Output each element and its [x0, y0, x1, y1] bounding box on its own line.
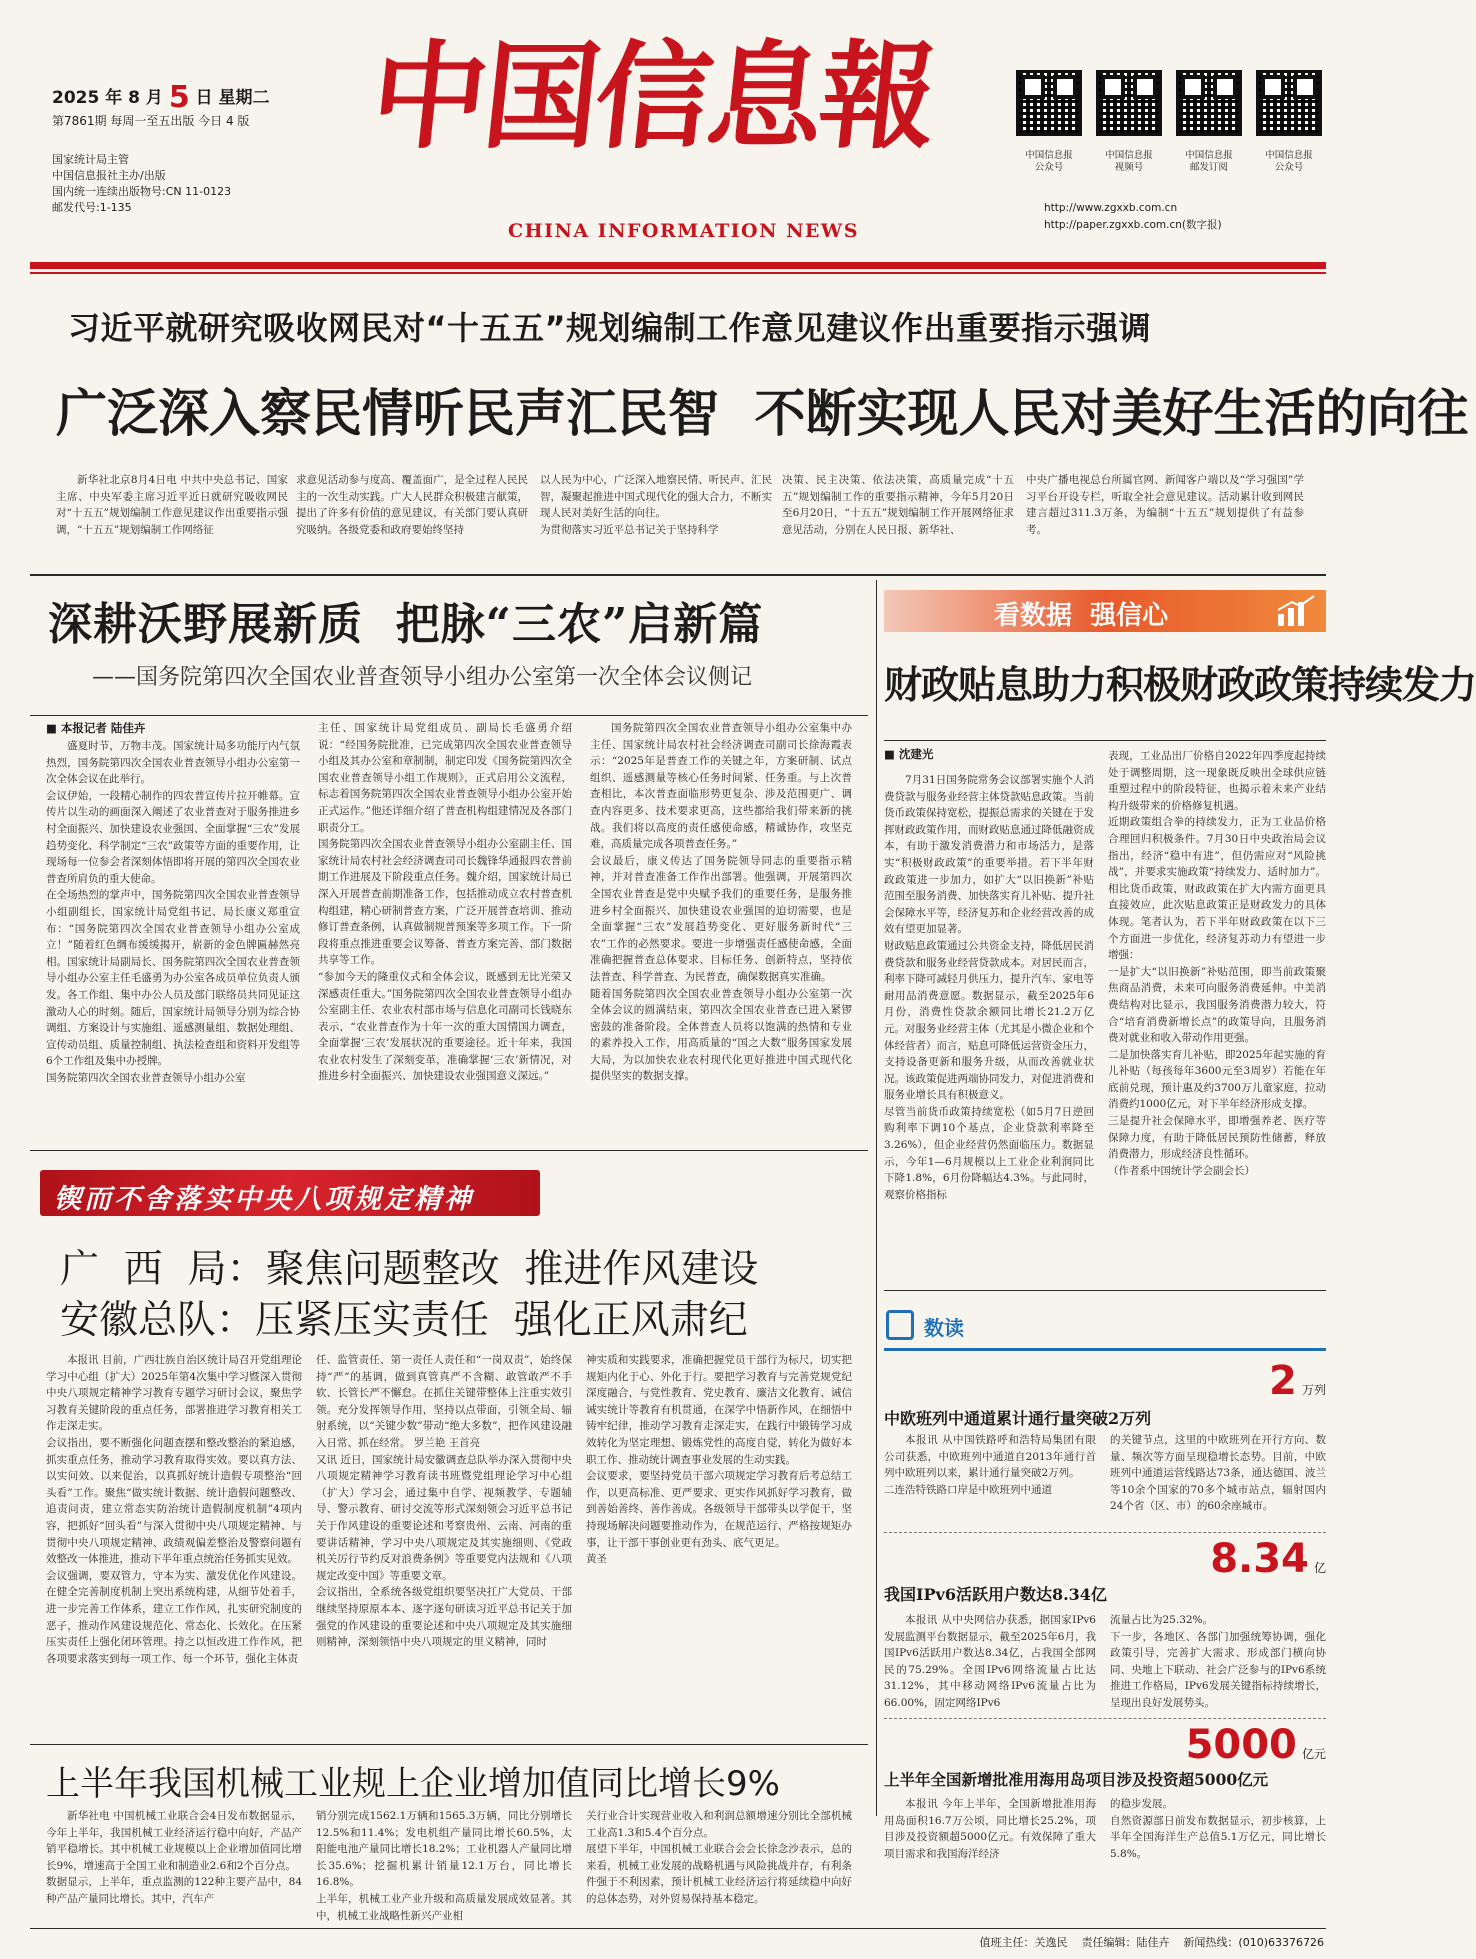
section-divider [30, 1150, 868, 1151]
shudu-divider [884, 1718, 1326, 1719]
qr-code-4 [1256, 70, 1322, 136]
discipline-column: 神实质和实践要求，准确把握党员干部行为标尺，切实把规矩内化于心、外化于行。要把学习教育与完善党规党纪深度融合，与党性教育、党史教育、廉洁文化教育、诫信诫实统计等教育有机贯通，在深学中悟新作风，在细悟中铸牢纪律，推动学习教育走深走实，在践行中锻铸学习成效转化为坚定理想、锻炼党性的高度自觉，转化为做好本职工作、推动统计调查事业发展的生动实践。 会议要求，要坚持党员干部六项规定学习教育后考总结工作，以更高标准、更严要求、更实作风抓好学习教育，做到善始善终、善作善成。各级领导干部带头以学促干，坚持现场解决问题要推动作为，在规范运行、严格按规矩办事，让干部干事创业更有劲头、底气更足。 黄圣 [586, 1354, 852, 1566]
digital-paper-url: http://paper.zgxxb.com.cn(数字报) [1044, 219, 1222, 231]
shudu-divider [884, 1532, 1326, 1533]
discipline-headline-guangxi: 广 西 局：聚焦问题整改 推进作风建设 [60, 1247, 759, 1292]
shudu-underline [884, 1348, 1326, 1351]
lead-column: 以人民为中心，广泛深入地察民情、听民声、汇民智，凝聚起推进中国式现代化的强大合力，不断实现人民对美好生活的向往。 为贯彻落实习近平总书记关于坚持科学 [540, 474, 772, 536]
lead-kicker: 习近平就研究吸收网民对“十五五”规划编制工作意见建议作出重要指示强调 [68, 309, 1152, 347]
agri-column: 主任、国家统计局党组成员、副局长毛盛勇介绍说：“经国务院批准，已完成第四次全国农业普查领导小组及其办公室和章制制，制定印发《国务院第四次全国农业普查领导小组工作规则》，正式启用公文流程，标志着国务院第四次全国农业普查领导小组办公室开始正式运作。”他还详细介绍了普查机构组建情况及各部门职责分工。 国务院第四次全国农业普查领导小组办公室副主任、国家统计局农村社会经济调查司司长魏锋华通报四农普前期工作进展及下阶段重点任务。魏介绍，国家统计局已深入开展普查前期准备工作，包括推动成立农村普查机构组建，精心研制普查方案，广泛开展普查培训、推动修订普查条例，认真做制规普预案等多项工作。下一阶段将重点推进重要会议筹备、普查方案完善、部门数据共享等工作。 “参加今天的隆重仪式和全体会议，既感到无比光荣又深感责任重大。”国务院第四次全国农业普查领导小组办公室副主任、农业农村部市场与信息化司副司长钱晓东表示，“农业普查作为十年一次的重大国情国力调查，全面掌握‘三农’发展状况的重要途径。近十年来，我国农业农村发生了深刻变革，准确掌握‘三农’新情况，对推进乡村全面振兴、加快建设农业强国意义深远。” [318, 722, 572, 1083]
machinery-headline: 上半年我国机械工业规上企业增加值同比增长9% [46, 1764, 780, 1804]
machinery-column: 销分别完成1562.1万辆和1565.3万辆，同比分别增长12.5%和11.4%；发电机组产量同比增长60.5%，太阳能电池产量同比增长18.2%；工业机器人产量同比增长35.6%；挖掘机累计销量12.1万台，同比增长16.8%。 上半年，机械工业产业升级和高质量发展成效显著。其中，机械工业战略性新兴产业相 [316, 1810, 572, 1922]
website-url: http://www.zgxxb.com.cn [1044, 202, 1178, 214]
issue-number: 第7861期 每周一至五出版 今日 4 版 [52, 114, 250, 128]
agri-column: 国务院第四次全国农业普查领导小组办公室集中办主任、国家统计局农村社会经济调查司副司长徐海霞表示：“2025年是普查工作的关键之年，方案研制、试点组织、遥感测量等核心任务时间紧、任务重。与上次普查相比，本次普查面临形势更复杂、涉及范围更广、调查内容更多、技术要求更高，这些都给我们带来新的挑战。我们将以高度的责任感使命感，精诚协作，攻坚克难，高质量完成各项普查任务。” 会议最后，康义传达了国务院领导同志的重要指示精神，并对普查准备工作作出部署。他强调，开展第四次全国农业普查是党中央赋予我们的重要任务，是服务推进乡村全面振兴、加快建设农业强国的迫切需要，也是全面掌握“三农”发展趋势变化、更好服务新时代“三农”工作的必然要求。要进一步增强责任感使命感，全面准确把握普查总体要求、目标任务、创新特点，坚持依法普查、科学普查、为民普查，确保数据真实准确。 随着国务院第四次全国农业普查领导小组办公室第一次全体会议的圆满结束，第四次全国农业普查已进入紧锣密鼓的准备阶段。全体普查人员将以饱满的热情和专业的素养投入工作，用高质量的“国之大数”服务国家发展大局，为以加快农业农村现代化更好推进中国式现代化提供坚实的数据支撑。 [590, 722, 852, 1083]
shudu-item-title: 中欧班列中通道累计通行量突破2万列 [884, 1409, 1152, 1428]
qr-code-2 [1096, 70, 1162, 136]
newspaper-logo-english: CHINA INFORMATION NEWS [508, 220, 859, 242]
shudu-figure: 8.34 亿 [1210, 1536, 1326, 1582]
bar-chart-icon [1276, 594, 1316, 628]
masthead-rule-thin [30, 272, 1326, 274]
shudu-label [884, 1308, 1014, 1344]
footer-credits: 值班主任：关逸民 责任编辑：陆佳卉 新闻热线：(010)63376726 [979, 1936, 1324, 1949]
discipline-banner [40, 1170, 540, 1216]
qr-caption: 中国信息报 视频号 [1105, 150, 1153, 173]
shudu-item-text: 的稳步发展。 自然资源部日前发布数据显示，初步核算，上半年全国海洋生产总值5.1万亿元，同比增长5.8%。 [1110, 1798, 1326, 1860]
shudu-item-title: 我国IPv6活跃用户数达8.34亿 [884, 1585, 1107, 1604]
fiscal-rule [884, 740, 1326, 741]
agri-column: 盛夏时节，万物丰茂。国家统计局多功能厅内气氛热烈，国务院第四次全国农业普查领导小组办公室第一次全体会议在此举行。 会议伊始，一段精心制作的四农普宣传片拉开帷幕。宣传片以生动的画面深入阐述了农业普查对于服务推进乡村全面振兴、加快建设农业强国、全面掌握“三农”发展趋势变化、科学制定“三农”政策等方面的重要作用，让现场每一位参会者深刻体悟即将开展的第四次全国农业普查所肩负的重大使命。 在全场热烈的掌声中，国务院第四次全国农业普查领导小组副组长，国家统计局党组书记、局长康义郑重宣布：“国务院第四次全国农业普查领导小组办公室成立！”随着红色绸布缓缓揭开，崭新的金色牌匾赫然亮相。国家统计局副局长、国务院第四次全国农业普查领导小组办公室主任毛盛勇为办公室各成员单位负责人颁发。各工作组、集中办公人员及部门联络员共同见证这激动人心的时刻。随后，国家统计局领导分别为综合协调组、方案设计与实施组、遥感测量组、数据处理组、宣传动员组、质量控制组、执法检查组和资料开发组等6个工作组及集中办授牌。 国务院第四次全国农业普查领导小组办公室 [46, 740, 300, 1084]
qr-caption: 中国信息报 邮发订阅 [1185, 150, 1233, 173]
agri-rule [30, 715, 868, 716]
agri-subhead: ——国务院第四次全国农业普查领导小组办公室第一次全体会议侧记 [92, 665, 753, 690]
machinery-column: 关行业合计实现营业收入和利润总额增速分别比全部机械工业高1.3和5.4个百分点。 展望下半年，中国机械工业联合会会长徐念沙表示，总的来看，机械工业发展的战略机遇与风险挑战并存，有利条件强于不利因素，预计机械工业经济运行将延续稳中向好的总体态势，对外贸易保持基本稳定。 [586, 1810, 852, 1905]
masthead [0, 0, 1356, 270]
discipline-headline-anhui: 安徽总队：压紧压实责任 强化正风肃纪 [60, 1298, 748, 1343]
lead-column: 求意见活动参与度高、覆盖面广，是全过程人民民主的一次生动实践。广大人民群众积极建言献策，提出了许多有价值的意见建议，有关部门要认真研究吸纳。各级党委和政府要始终坚持 [296, 474, 528, 536]
section-divider [30, 574, 1326, 576]
agri-byline: ■ 本报记者 陆佳卉 [46, 721, 146, 735]
shudu-item-text: 流量占比为25.32%。 下一步，各地区、各部门加强统筹协调，强化政策引导，完善扩大需求、形成部门横向协同、央地上下联动、社会广泛参与的IPv6系统推进工作格局，IPv6发展关键指标持续增长，呈现出良好发展势头。 [1110, 1614, 1326, 1709]
shudu-label-text: 数读 [924, 1316, 964, 1340]
qr-code-1 [1016, 70, 1082, 136]
qr-caption: 中国信息报 公众号 [1025, 150, 1073, 173]
shudu-figure: 5000 亿元 [1185, 1722, 1326, 1768]
footer-rule [30, 1928, 1326, 1929]
shudu-icon [886, 1310, 914, 1340]
machinery-column: 新华社电 中国机械工业联合会4日发布数据显示，今年上半年，我国机械工业经济运行稳中向好，产品产销平稳增长。其中机械工业规模以上企业增加值同比增长9%，增速高于全国工业和制造业2.6和2个百分点。 数据显示，上半年，重点监测的122种主要产品中，84种产品产量同比增长。其中，汽车产 [46, 1810, 302, 1905]
newspaper-logo: 中国信息報 [364, 29, 940, 165]
shudu-figure: 2 万列 [1269, 1358, 1326, 1404]
shudu-item-text: 本报讯 从中国铁路呼和浩特局集团有限公司获悉，中欧班列中通道自2013年通行首列中欧班列以来，累计通行量突破2万列。 二连浩特铁路口岸是中欧班列中通道 [884, 1434, 1096, 1496]
lead-column: 新华社北京8月4日电 中共中央总书记、国家主席、中央军委主席习近平近日就研究吸收网民对“十五五”规划编制工作意见建议作出重要指示强调，“十五五”规划编制工作网络征 [56, 474, 288, 536]
publisher-info: 国家统计局主管 中国信息报社主办/出版 国内统一连续出版物号:CN 11-0123 邮发代号:1-135 [52, 153, 232, 214]
fiscal-banner-text: 看数据 强信心 [994, 601, 1169, 631]
fiscal-column: 7月31日国务院常务会议部署实施个人消费贷款与服务业经营主体贷款贴息政策。当前货币政策保持宽松，提振总需求的关键在于发挥财政政策作用，而财政贴息通过降低融资成本，有助于激发消费潜力和市场活力，是落实“积极财政政策”的重要举措。若下半年财政政策进一步加力，如扩大“以旧换新”补贴范围至服务消费、加快落实育儿补贴、提升社会保障水平等，经济复苏和企业经营改善的成效有望更加显著。 财政贴息政策通过公共资金支持，降低居民消费贷款和服务业经营贷款成本。对居民而言，利率下降可减轻月供压力，提升汽车、家电等耐用品消费意愿。数据显示，截至2025年6月份，消费性贷款余额同比增长21.2万亿元。对服务业经营主体（尤其是小微企业和个体经营者）而言，贴息可降低运营资金压力，支持设备更新和服务升级，从而改善就业状况。该政策促进两端协同发力，对促进消费和服务业增长具有积极意义。 尽管当前货币政策持续宽松（如5月7日逆回购利率下调10个基点，企业贷款利率降至3.26%），但企业经营仍然面临压力。数据显示，今年1—6月规模以上工业企业利润同比下降1.8%，6月份降幅达4.3%。与此同时，观察价格指标 [884, 774, 1094, 1201]
lead-headline: 广泛深入察民情听民声汇民智 不断实现人民对美好生活的向往 [56, 385, 1469, 444]
fiscal-bottom-rule [884, 1290, 1326, 1291]
qr-caption: 中国信息报 公众号 [1265, 150, 1313, 173]
fiscal-column: 表现，工业品出厂价格自2022年四季度起持续处于调整周期，这一现象既反映出全球供应链重塑过程中的阶段特征，也揭示着未来产业结构升级带来的价格修复机遇。 近期政策组合拳的持续发力，正为工业品价格合理回归积极条件。7月30日中央政治局会议指出，经济“稳中有进”，但仍需应对“风险挑战”，并要求实施政策“持续发力、适时加力”。相比货币政策，财政政策在扩大内需方面更具直接效应，此次贴息政策正是财政发力的具体体现。笔者认为，若下半年财政政策在以下三个方面进一步优化，经济复苏动力有望进一步增强： 一是扩大“以旧换新”补贴范围，即当前政策聚焦商品消费，未来可向服务消费延伸。中美消费结构对比显示，我国服务消费潜力较大，符合“培育消费新增长点”的政策导向，且服务消费对就业和收入带动作用更强。 二是加快落实育儿补贴，即2025年起实施的育儿补贴（每孩每年3600元至3周岁）若能在年底前兑现，预计惠及约3700万儿童家庭，拉动消费约1000亿元，对下半年经济形成支撑。 三是提升社会保障水平，即增强养老、医疗等保障力度，有助于降低居民预防性储蓄，释放消费潜力，形成经济良性循环。 （作者系中国统计学会副会长） [1108, 750, 1326, 1177]
shudu-item-text: 的关键节点，这里的中欧班列在开行方向、数量、频次等方面呈现稳增长态势。目前，中欧班列中通道运营线路达73条，通达德国、波兰等10余个国家的70多个城市站点，辐射国内24个省（区、市）的60余座城市。 [1110, 1434, 1326, 1513]
issue-date: 2025 年 8 月 5 日 星期二 [52, 80, 270, 115]
shudu-item-text: 本报讯 从中央网信办获悉，据国家IPv6发展监测平台数据显示，截至2025年6月，我国IPv6活跃用户数达8.34亿，占我国全部网民的75.29%。全国IPv6网络流量占比达31.12%，其中移动网络IPv6流量占比为66.00%，固定网络IPv6 [884, 1614, 1096, 1709]
lead-column: 中央广播电视总台所属官网、新闻客户端以及“学习强国”学习平台开设专栏，听取全社会意见建议。活动累计收到网民建言超过311.3万条，为编制“十五五”规划提供了有益参考。 [1026, 474, 1304, 536]
shudu-item-title: 上半年全国新增批准用海用岛项目涉及投资超5000亿元 [884, 1770, 1269, 1789]
fiscal-banner [884, 590, 1326, 632]
masthead-rule [30, 262, 1326, 269]
discipline-column: 本报讯 目前，广西壮族自治区统计局召开党组理论学习中心组（扩大）2025年第4次集中学习暨深入贯彻中央八项规定精神学习教育专题学习研讨会议，聚焦学习教育关键阶段的重点任务，部署推进学习教育相关工作走深走实。 会议指出，要不断强化问题查摆和整改整治的紧迫感，抓实重点任务，推动学习教育取得实效。要以真方法、以实问效、以来促治，以真抓好统计造假专项整治“回头看”工作。聚焦“做实统计数据、统计造假问题整改、追责问责，建立常态实防治统计造假制度机制”4项内容，把抓好“回头看”与深入贯彻中央八项规定精神、与贯彻中央八项规定精神、政绩观偏差整治及警察问题有效整改一体推进，推动下半年重点统治任务抓实见效。 会议强调，要双管力，守本为实、激发优化作风建设。在健全完善制度机制上突出系统构建，从细节处着手，进一步完善工作体系，建立工作作风，扎实研究制度的恶子，推动作风建设规范化、常态化、长效化。在压紧压实责任上强化闭环管理。持之以恒改进工作作风，把各项要求落实到每一项工作、每一个环节，强化主体责 [46, 1354, 302, 1665]
fiscal-headline: 财政贴息助力积极财政政策持续发力 [884, 662, 1476, 707]
qr-code-3 [1176, 70, 1242, 136]
shudu-item-text: 本报讯 今年上半年，全国新增批准用海用岛面积16.7万公顷，同比增长25.2%，项目涉及投资额超5000亿元。有效保障了重大项目需求和我国海洋经济 [884, 1798, 1096, 1860]
agri-headline: 深耕沃野展新质 把脉“三农”启新篇 [48, 599, 764, 650]
lead-column: 决策、民主决策、依法决策，高质量完成“十五五”规划编制工作的重要指示精神，今年5月20日至6月20日，“十五五”规划编制工作开展网络征求意见活动，分别在人民日报、新华社、 [782, 474, 1014, 536]
discipline-column: 任、监管责任、第一责任人责任和“一岗双责”，始终保持“严”的基调，做到真管真严不含糊、敢管敢严不手软、长管长严不懈怠。在抓住关键带整体上注重实效引领。充分发挥领导作用，坚持以点带面，引领全局、辐射系统，以“关键少数”带动“绝大多数”，把作风建设融入日常、抓在经常。 罗兰艳 王首亮 又讯 近日，国家统计局安徽调查总队举办深入贯彻中央八项规定精神学习教育读书班暨党组理论学习中心组（扩大）学习会，通过集中自学、视频教学、专题辅导、警示教育、研讨交流等形式深刻领会习近平总书记关于作风建设的重要论述和考察贵州、云南、河南的重要讲话精神，学习中央八项规定及其实施细则、《党政机关厉行节约反对浪费条例》等重要党内法规和《八项规定改变中国》等重要文章。 会议指出，全系统各级党组织要坚决扛广大党员、干部继续坚持原原本本、逐字逐句研读习近平总书记关于加强党的作风建设的重要论述和中央八项规定及其实施细则精神，深刻领悟中央八项规定的里义精神，同时 [316, 1354, 572, 1649]
discipline-banner-text: 锲而不舍落实中央八项规定精神 [54, 1184, 474, 1215]
column-divider [876, 580, 877, 1816]
section-divider [30, 1744, 868, 1745]
issue-date-day: 5 [168, 80, 190, 115]
fiscal-byline: ■ 沈建光 [884, 747, 934, 761]
